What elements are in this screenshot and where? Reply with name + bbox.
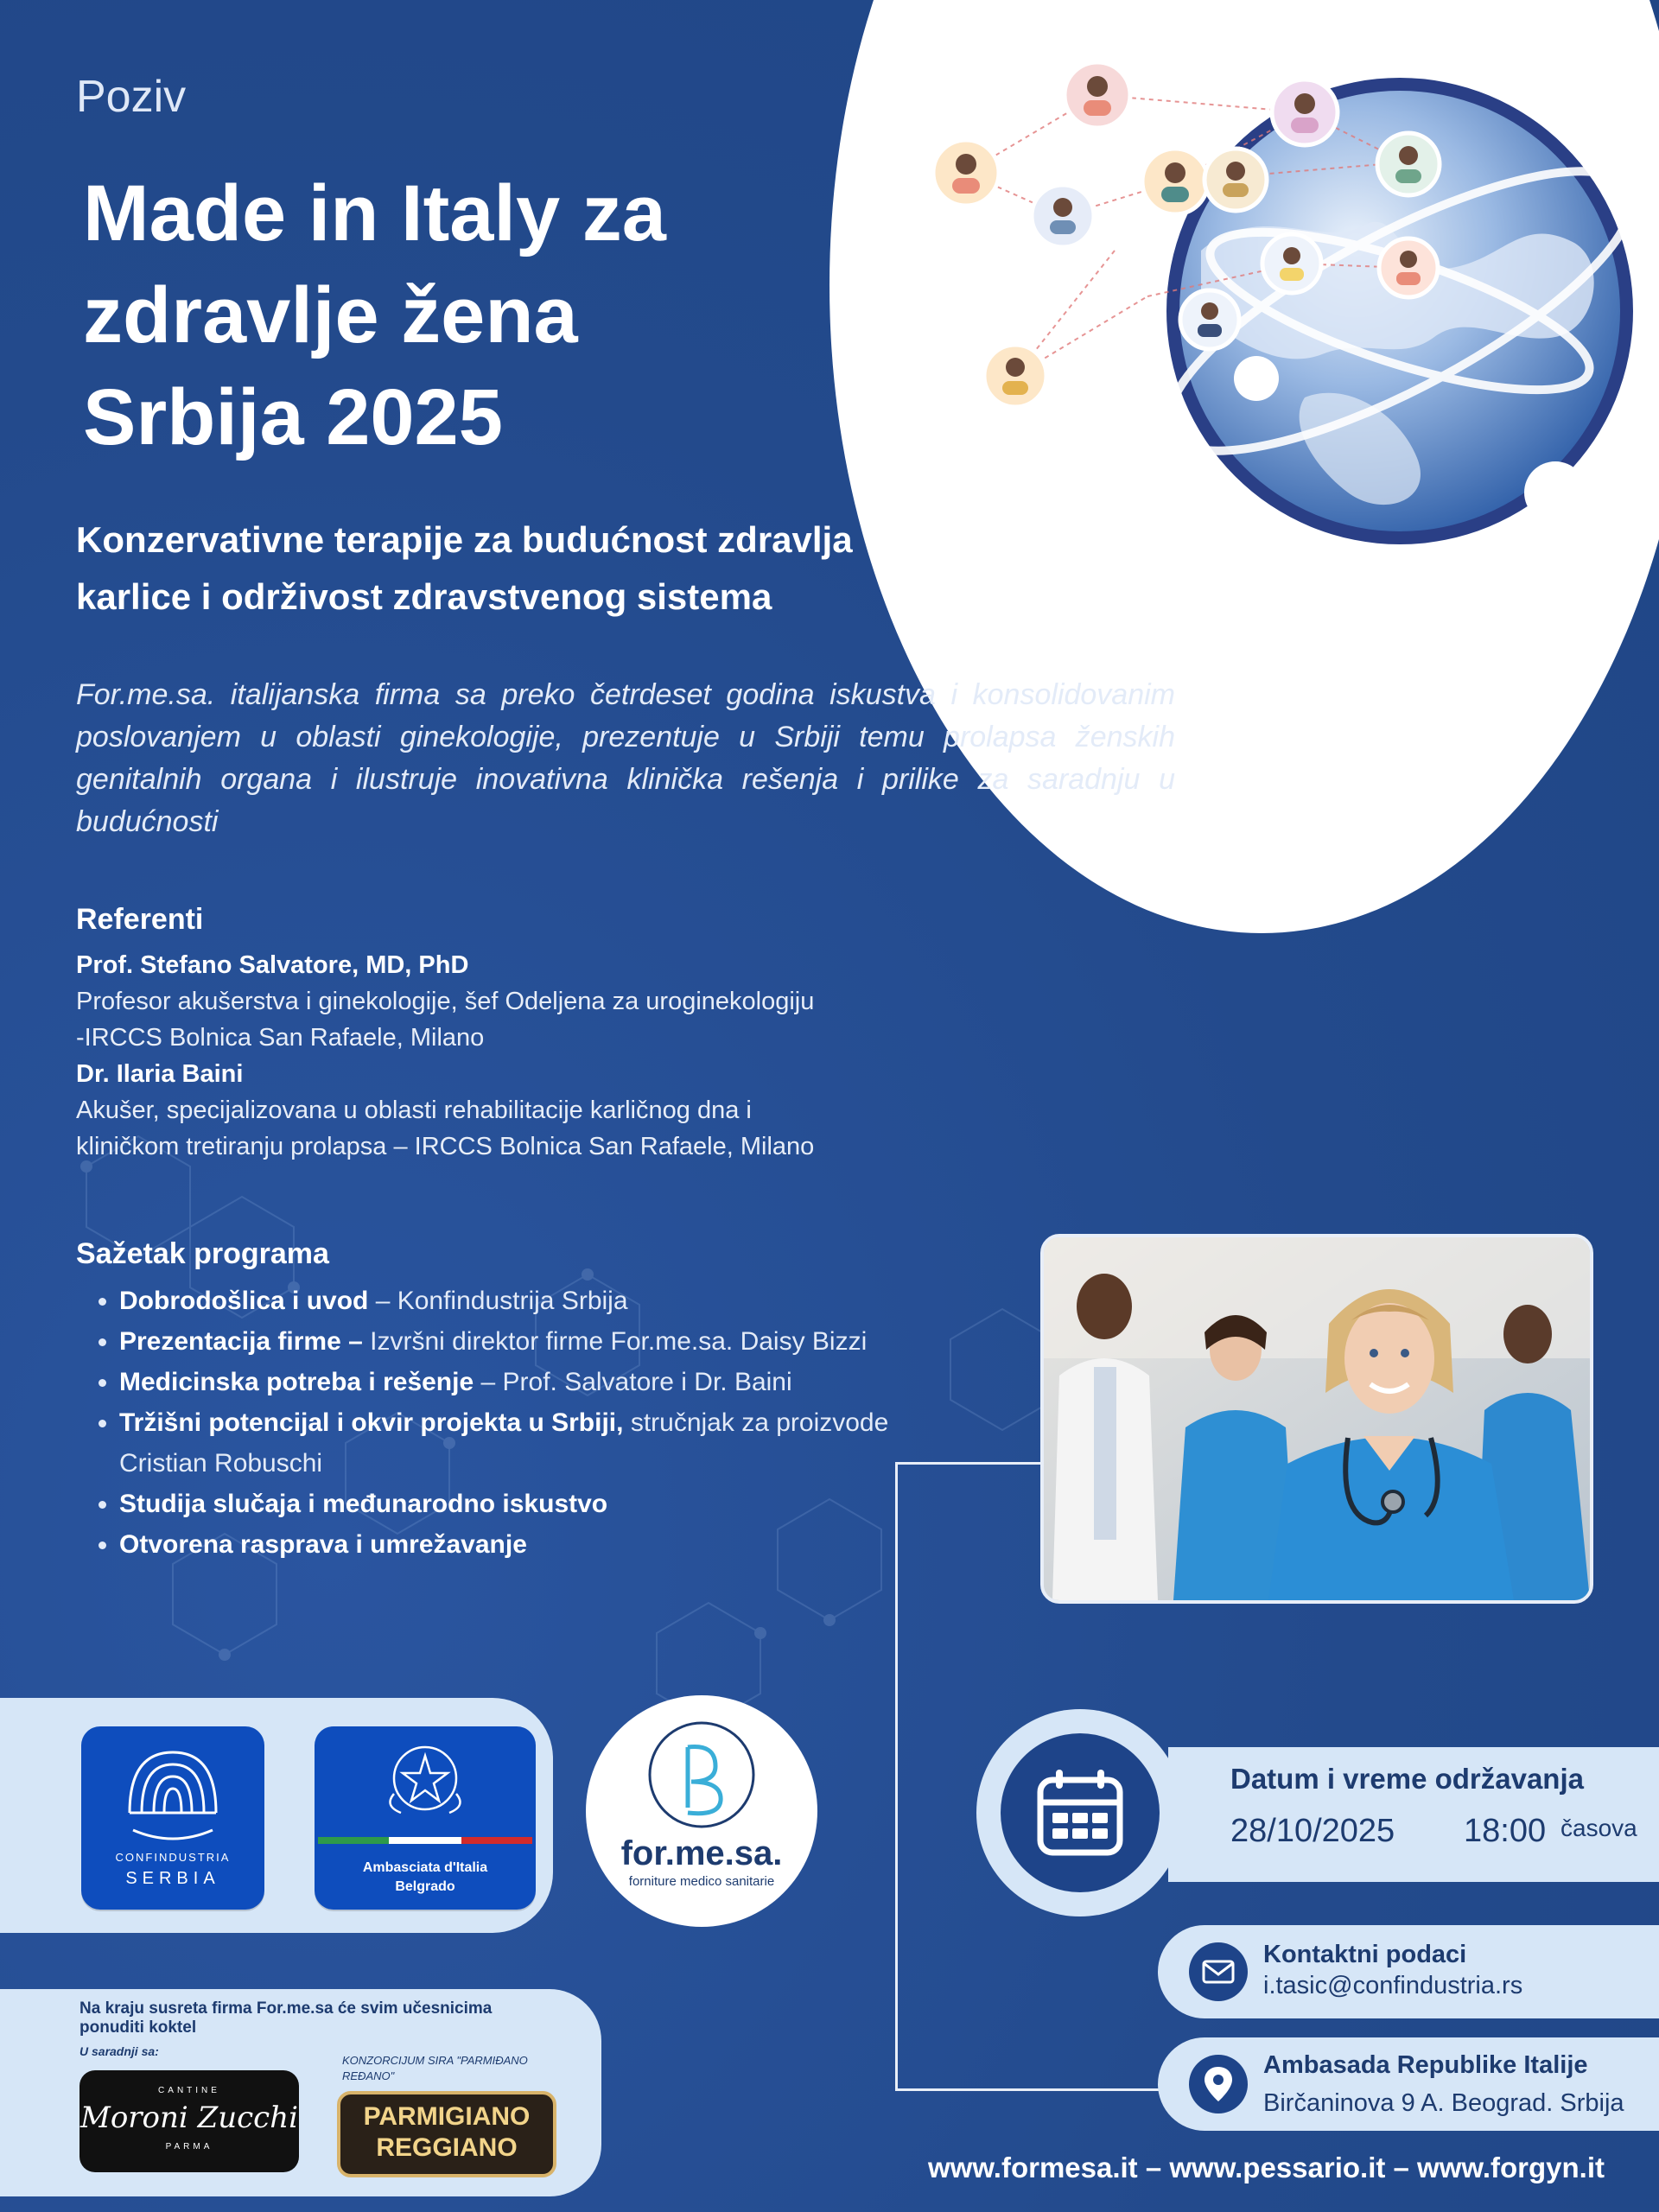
location-pin-icon: [1189, 2055, 1248, 2113]
event-time: 18:00: [1464, 1813, 1547, 1849]
program-item-title: Dobrodošlica i uvod: [119, 1287, 369, 1315]
event-time-unit: časova: [1560, 1815, 1637, 1841]
parmigiano-line1: PARMIGIANO: [363, 2102, 531, 2131]
moroni-zucchi-logo: [79, 2070, 299, 2172]
subtitle-line: Konzervativne terapije za budućnost zdravlja: [76, 519, 853, 560]
contact-heading: Kontaktni podaci: [1263, 1941, 1467, 1968]
parmigiano-reggiano-logo: [337, 2091, 556, 2177]
envelope-icon: [1189, 1942, 1248, 2001]
confindustria-top-text: CONFINDUSTRIA: [115, 1851, 231, 1864]
program-item-title: Tržišni potencijal i okvir projekta u Srbiji,: [119, 1408, 624, 1437]
subtitle: [76, 512, 1027, 626]
website-links[interactable]: www.formesa.it – www.pessario.it – www.forgyn.it: [928, 2152, 1605, 2183]
consortium-label: KONZORCIJUM SIRA "PARMIĐANO REĐANO": [342, 2054, 528, 2082]
program-item: [119, 1321, 966, 1362]
program-item-title: Medicinska potreba i rešenje: [119, 1368, 474, 1396]
program-item-detail: stručnjak za proizvode Cristian Robuschi: [119, 1408, 889, 1478]
formesa-name: for.me.sa.: [620, 1834, 783, 1872]
speaker-affiliation: kliničkom tretiranju prolapsa – IRCCS Bolnica San Rafaele, Milano: [76, 1133, 815, 1160]
program-item-detail: – Konfindustrija Srbija: [368, 1287, 628, 1315]
program-item-title: Studija slučaja i međunarodno iskustvo: [119, 1490, 608, 1518]
program-item: [119, 1362, 966, 1402]
calendar-icon: [1001, 1733, 1160, 1892]
speaker-name: Prof. Stefano Salvatore, MD, PhD: [76, 951, 469, 979]
connector-line: [895, 2088, 1163, 2091]
cantine-top: CANTINE: [158, 2086, 220, 2095]
speaker-role: Akušer, specijalizovana u oblasti rehabilitacije karličnog dna i: [76, 1096, 752, 1124]
event-date: 28/10/2025: [1230, 1813, 1395, 1849]
program-item: [119, 1281, 966, 1321]
program-item-detail: – Prof. Salvatore i Dr. Baini: [474, 1368, 792, 1396]
intro-brand: For.me.sa.: [76, 678, 216, 711]
date-heading: Datum i vreme održavanja: [1230, 1763, 1584, 1795]
cantine-name: Moroni Zucchi: [80, 2101, 298, 2135]
speaker-name: Dr. Ilaria Baini: [76, 1060, 244, 1088]
formesa-tagline: forniture medico sanitarie: [628, 1874, 775, 1889]
medical-staff-photo: [1040, 1234, 1593, 1604]
page-title: [83, 162, 861, 468]
speakers-list: [76, 947, 928, 1165]
formesa-logo: [586, 1695, 817, 1927]
program-item-title: Otvorena rasprava i umrežavanje: [119, 1530, 527, 1559]
confindustria-bottom-text: SERBIA: [125, 1869, 220, 1888]
contact-email-link[interactable]: i.tasic@confindustria.rs: [1263, 1972, 1523, 1999]
title-line: Srbija 2025: [83, 373, 503, 461]
venue-heading: Ambasada Republike Italije: [1263, 2051, 1588, 2079]
speakers-heading: Referenti: [76, 903, 204, 936]
title-line: zdravlje žena: [83, 271, 578, 359]
cantine-bottom: PARMA: [165, 2142, 213, 2152]
parmigiano-line2: REGGIANO: [376, 2133, 518, 2162]
connector-line: [895, 1462, 1040, 1465]
subtitle-line: karlice i održivost zdravstvenog sistema: [76, 576, 772, 617]
intro-paragraph: [76, 674, 1175, 843]
program-item: [119, 1524, 966, 1565]
speaker-affiliation: -IRCCS Bolnica San Rafaele, Milano: [76, 1024, 485, 1052]
program-heading: Sažetak programa: [76, 1237, 329, 1270]
program-item: [119, 1402, 966, 1484]
globe-network-illustration: [916, 52, 1659, 605]
embassy-line2: Belgrado: [395, 1879, 455, 1894]
confindustria-logo: [81, 1726, 264, 1910]
program-item-title: Prezentacija firme –: [119, 1327, 363, 1356]
speaker-role: Profesor akušerstva i ginekologije, šef Odeljena za uroginekologiju: [76, 988, 815, 1015]
connector-line: [895, 1462, 898, 2091]
embassy-italy-logo: [315, 1726, 536, 1910]
program-item: [119, 1484, 966, 1524]
invitation-kicker: Poziv: [76, 72, 187, 122]
venue-address: Birčaninova 9 A. Beograd. Srbija: [1263, 2089, 1624, 2117]
program-list: [93, 1281, 966, 1565]
intro-text: italijanska firma sa preko četrdeset godina iskustva i konsolidovanim poslovanjem u oblasti ginekologije, prezentuje u Srbiji temu prolapsa ženskih genitalnih organa i ilustruje inovativna klinička rešenja i prilike za saradnju u budućnosti: [76, 678, 1175, 838]
cocktail-note: Na kraju susreta firma For.me.sa će svim učesnicima ponuditi koktel: [79, 1999, 493, 2037]
title-line: Made in Italy za: [83, 169, 666, 257]
embassy-line1: Ambasciata d'Italia: [362, 1860, 488, 1875]
program-item-detail: Izvršni direktor firme For.me.sa. Daisy Bizzi: [362, 1327, 868, 1356]
partner-label: U saradnji sa:: [79, 2044, 159, 2058]
